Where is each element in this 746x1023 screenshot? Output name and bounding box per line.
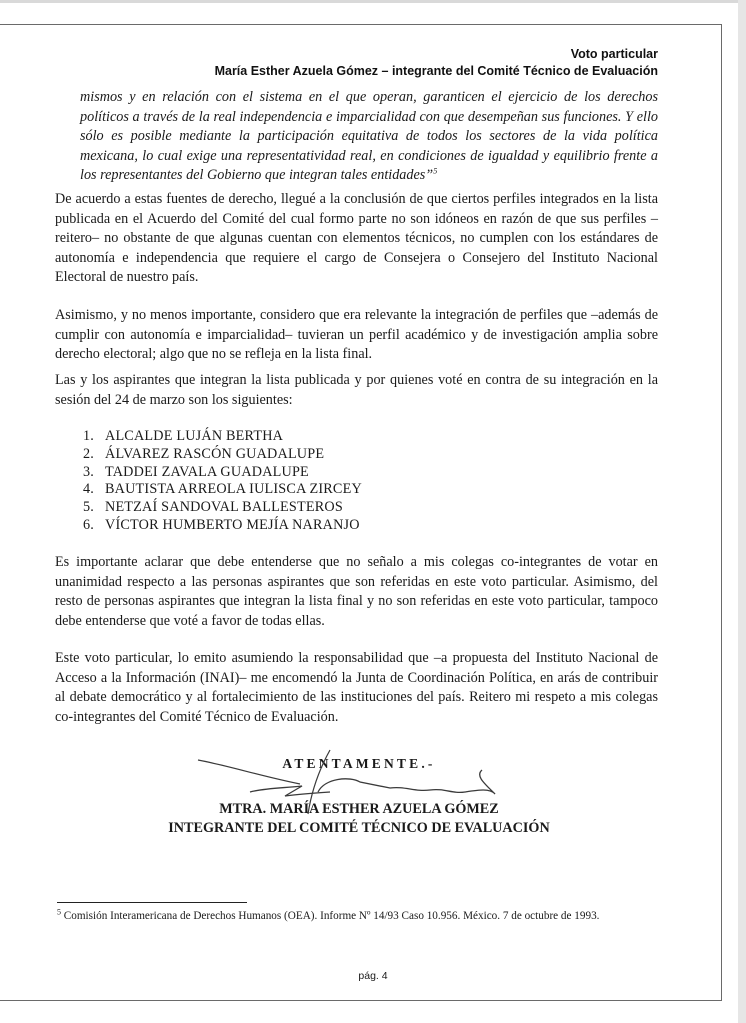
aspirant-name: ÁLVAREZ RASCÓN GUADALUPE (105, 445, 325, 462)
page-number: pág. 4 (358, 970, 388, 982)
footnote-reference: 5 (433, 166, 438, 176)
aspirant-name: TADDEI ZAVALA GUADALUPE (105, 463, 309, 480)
list-item (83, 517, 362, 535)
list-number: 2. (83, 445, 95, 462)
paragraph-responsibility: Este voto particular, lo emito asumiendo la responsabilidad que –a propuesta del Instituto Nacional de Acceso a la Información (INAI)– me encomendó la Junta de Coordinación Política, en arás de contribuir al debate democrático y al fortalecimiento de las instituciones del país. Reitero mi respeto a mis colegas co-integrantes del Comité Técnico de Evaluación. (55, 650, 658, 725)
aspirants-list (83, 428, 362, 535)
paragraph-clarification: Es importante aclarar que debe entenderse que no señalo a mis colegas co-integrantes de votar en unanimidad respecto a las personas aspirantes que son referidas en este voto particular. Asimismo, del resto de personas aspirantes que integran la lista final y no son referidas en este voto particular, tampoco debe entenderse que voté a favor de todas ellas. (55, 554, 658, 629)
closing-salutation: ATENTAMENTE.- (282, 756, 436, 771)
signature-block (0, 800, 732, 838)
list-number: 3. (83, 463, 95, 480)
aspirant-name: BAUTISTA ARREOLA IULISCA ZIRCEY (105, 481, 362, 498)
quote-text: mismos y en relación con el sistema en el que operan, garanticen el ejercicio de los derechos políticos a través de la real independencia e imparcialidad con que desempeñan sus funciones. Y ello sólo es posible mediante la participación equitativa de todos los sectores de la vida política mexicana, lo cual exige una representatividad real, en condiciones de igualdad y equilibrio frente a los representantes del Gobierno que integran tales entidades” (80, 89, 658, 184)
header-subtitle: María Esther Azuela Gómez – integrante del Comité Técnico de Evaluación (214, 64, 658, 78)
header-title: Voto particular (570, 47, 658, 61)
list-item (83, 481, 362, 499)
viewer-right-edge (738, 0, 746, 1023)
list-item (83, 446, 362, 464)
list-number: 4. (83, 481, 95, 498)
footnote-marker: 5 (57, 907, 61, 917)
list-number: 6. (83, 516, 95, 533)
footnote-separator (57, 902, 247, 903)
list-item (83, 499, 362, 517)
paragraph-aspirants-intro: Las y los aspirantes que integran la lista publicada y por quienes voté en contra de su integración en la sesión del 24 de marzo son los siguientes: (55, 372, 658, 408)
paragraph-academic-profile: Asimismo, y no menos importante, considero que era relevante la integración de perfiles que –además de cumplir con autonomía e imparcialidad– tuvieran un perfil académico y de investigación amplia sobre derecho electoral; algo que no se refleja en la lista final. (55, 307, 658, 363)
aspirant-name: NETZAÍ SANDOVAL BALLESTEROS (105, 499, 343, 516)
list-number: 1. (83, 428, 95, 444)
footnote (57, 908, 657, 924)
list-item (83, 464, 362, 482)
document-header (215, 46, 658, 80)
paragraph-conclusion: De acuerdo a estas fuentes de derecho, llegué a la conclusión de que ciertos perfiles integrados en la lista publicada en el Acuerdo del Comité del cual formo parte no son idóneos en razón de que sus perfiles –reitero– no obstante de que algunas cuentan con elementos técnicos, no cumplen con los estándares de autonomía e independencia que requiere el cargo de Consejera o Consejero del Instituto Nacional Electoral de nuestro país. (55, 191, 658, 286)
signer-name: MTRA. MARÍA ESTHER AZUELA GÓMEZ (219, 801, 499, 817)
list-number: 5. (83, 499, 95, 516)
list-item (83, 428, 362, 446)
signer-role: INTEGRANTE DEL COMITÉ TÉCNICO DE EVALUACIÓN (168, 820, 550, 836)
block-quote (80, 88, 658, 186)
aspirant-name: ALCALDE LUJÁN BERTHA (105, 428, 284, 444)
footnote-text: Comisión Interamericana de Derechos Humanos (OEA). Informe Nº 14/93 Caso 10.956. México. 7 de octubre de 1993. (61, 910, 600, 922)
aspirant-name: VÍCTOR HUMBERTO MEJÍA NARANJO (105, 516, 360, 533)
viewer-top-edge (0, 0, 746, 3)
